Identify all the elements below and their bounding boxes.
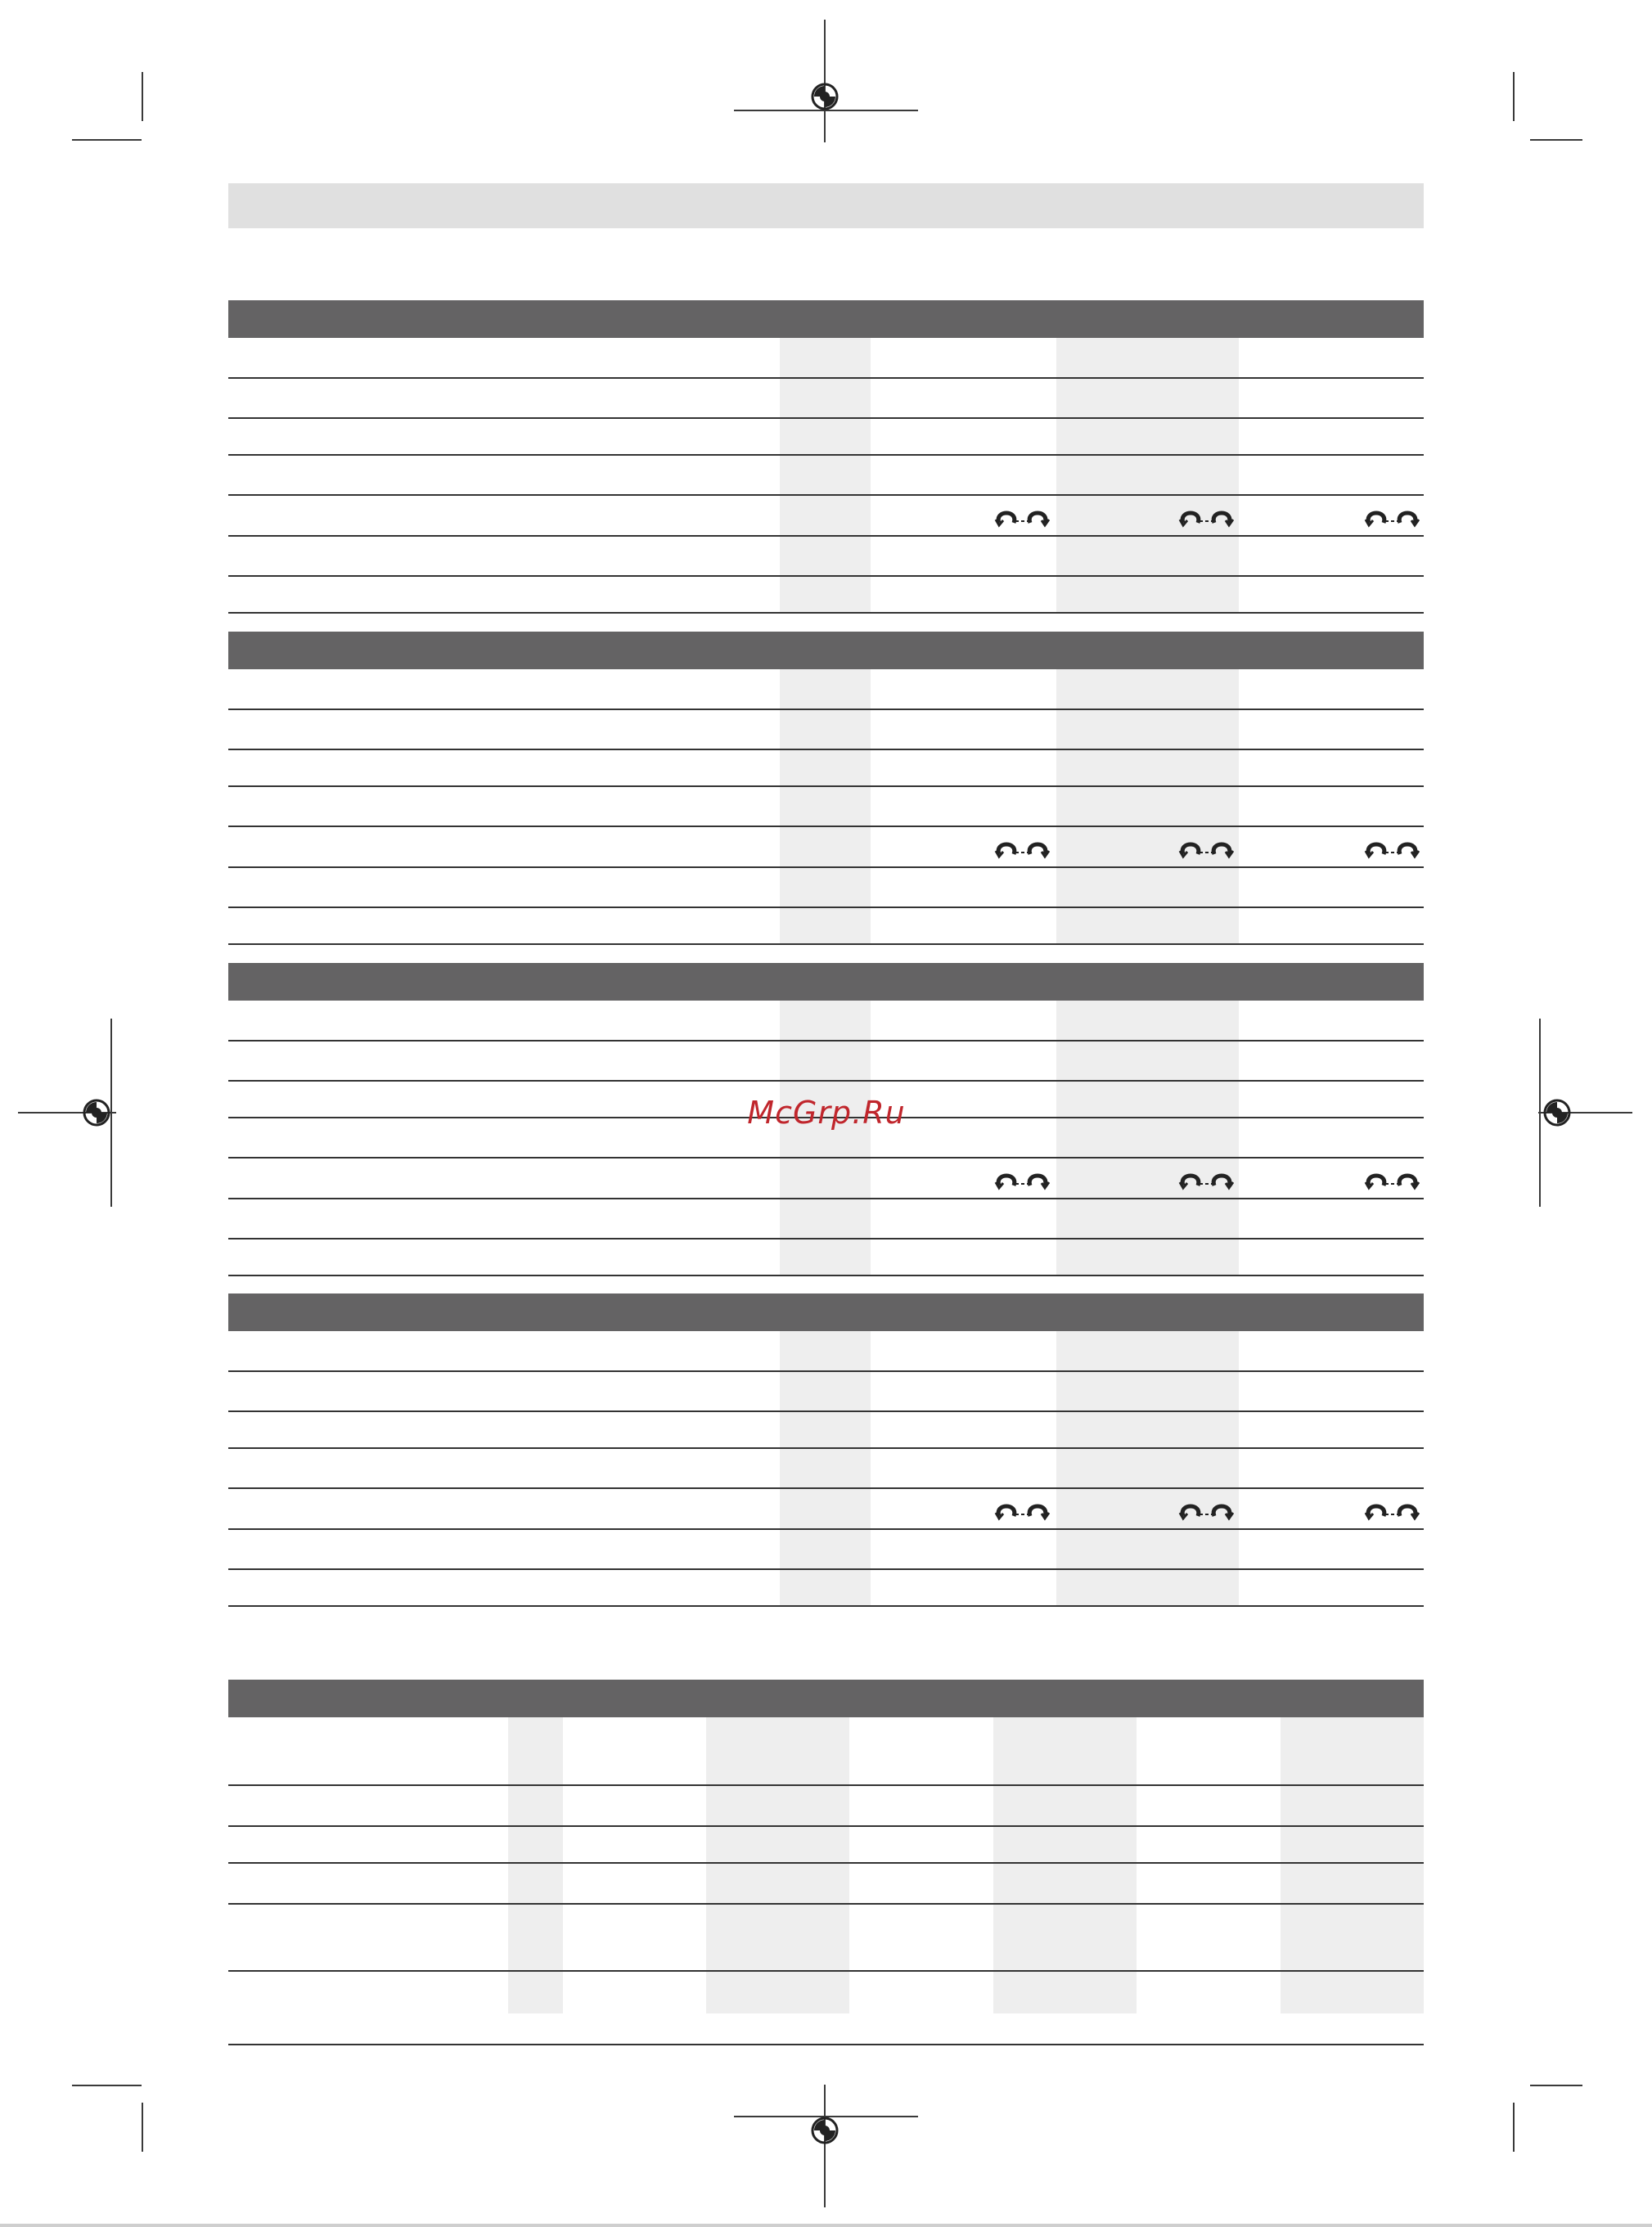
spec-table-1 xyxy=(228,300,1424,615)
shaded-column xyxy=(1056,338,1239,612)
registration-crosshair-icon xyxy=(82,1098,111,1127)
table-row-rule xyxy=(228,785,1424,787)
registration-crosshair-icon xyxy=(1542,1098,1572,1127)
table-row-rule xyxy=(228,1487,1424,1489)
table-row-rule xyxy=(228,417,1424,419)
table-row-rule xyxy=(228,575,1424,577)
table-row-rule xyxy=(228,1568,1424,1570)
table-row-rule xyxy=(228,1447,1424,1449)
table-row-rule xyxy=(228,1198,1424,1199)
table-row-rule xyxy=(228,1238,1424,1239)
shaded-column xyxy=(780,669,871,943)
table-row-rule xyxy=(228,1903,1424,1905)
table-row-rule xyxy=(228,2044,1424,2045)
rotation-direction-icon xyxy=(1364,835,1420,859)
table-row-rule xyxy=(228,1040,1424,1042)
table-row-rule xyxy=(228,494,1424,496)
shaded-column xyxy=(1056,1331,1239,1605)
shaded-column xyxy=(993,1717,1137,2013)
table-row-rule xyxy=(228,377,1424,379)
shaded-column xyxy=(1056,669,1239,943)
rotation-direction-icon xyxy=(994,835,1050,859)
table-row-rule xyxy=(228,1275,1424,1276)
crop-mark-top-right-v xyxy=(1513,72,1515,121)
shaded-column xyxy=(1056,1001,1239,1275)
registration-crosshair-icon xyxy=(810,2116,840,2145)
crop-mark-top-left-v xyxy=(142,72,143,121)
table-row-rule xyxy=(228,1825,1424,1827)
shaded-column xyxy=(706,1717,849,2013)
rotation-direction-icon xyxy=(1364,503,1420,528)
crop-mark-bottom-left-v xyxy=(142,2103,143,2152)
shaded-column xyxy=(780,1001,871,1275)
spec-table-4 xyxy=(228,1293,1424,1608)
shaded-column xyxy=(780,338,871,612)
crop-mark-top-left-h xyxy=(72,139,142,141)
table-row-rule xyxy=(228,612,1424,614)
shaded-column xyxy=(780,1331,871,1605)
rotation-direction-icon xyxy=(994,1496,1050,1521)
rotation-direction-icon xyxy=(1178,1496,1234,1521)
rotation-direction-icon xyxy=(994,1166,1050,1190)
table-row-rule xyxy=(228,1970,1424,1972)
crop-mark-bottom-right-h xyxy=(1530,2085,1582,2086)
spec-table-header xyxy=(228,963,1424,1001)
table-row-rule xyxy=(228,1605,1424,1607)
table-row-rule xyxy=(228,907,1424,908)
table-row-rule xyxy=(228,1080,1424,1082)
watermark-text: McGrp.Ru xyxy=(747,1095,906,1131)
rotation-direction-icon xyxy=(1364,1166,1420,1190)
registration-crosshair-icon xyxy=(810,82,840,111)
crop-mark-bottom-left-h xyxy=(72,2085,142,2086)
table-row-rule xyxy=(228,826,1424,827)
rotation-direction-icon xyxy=(1178,503,1234,528)
rotation-direction-icon xyxy=(994,503,1050,528)
page-bottom-edge xyxy=(0,2224,1652,2227)
bottom-table-header xyxy=(228,1680,1424,1717)
crop-mark-bottom-right-v xyxy=(1513,2103,1515,2152)
page-header-bar xyxy=(228,183,1424,228)
spec-table-header xyxy=(228,632,1424,669)
spec-table-header xyxy=(228,300,1424,338)
rotation-direction-icon xyxy=(1178,1166,1234,1190)
spec-table-2 xyxy=(228,632,1424,947)
table-row-rule xyxy=(228,1410,1424,1412)
shaded-column xyxy=(508,1717,563,2013)
spec-table-header xyxy=(228,1293,1424,1331)
table-row-rule xyxy=(228,1157,1424,1158)
table-row-rule xyxy=(228,1784,1424,1786)
table-row-rule xyxy=(228,454,1424,456)
bottom-table xyxy=(228,1680,1424,2048)
table-row-rule xyxy=(228,943,1424,945)
table-row-rule xyxy=(228,535,1424,537)
table-row-rule xyxy=(228,1528,1424,1530)
table-row-rule xyxy=(228,866,1424,868)
rotation-direction-icon xyxy=(1178,835,1234,859)
table-row-rule xyxy=(228,709,1424,710)
rotation-direction-icon xyxy=(1364,1496,1420,1521)
table-row-rule xyxy=(228,749,1424,750)
crop-mark-top-right-h xyxy=(1530,139,1582,141)
shaded-column xyxy=(1281,1717,1424,2013)
table-row-rule xyxy=(228,1862,1424,1864)
table-row-rule xyxy=(228,1370,1424,1372)
